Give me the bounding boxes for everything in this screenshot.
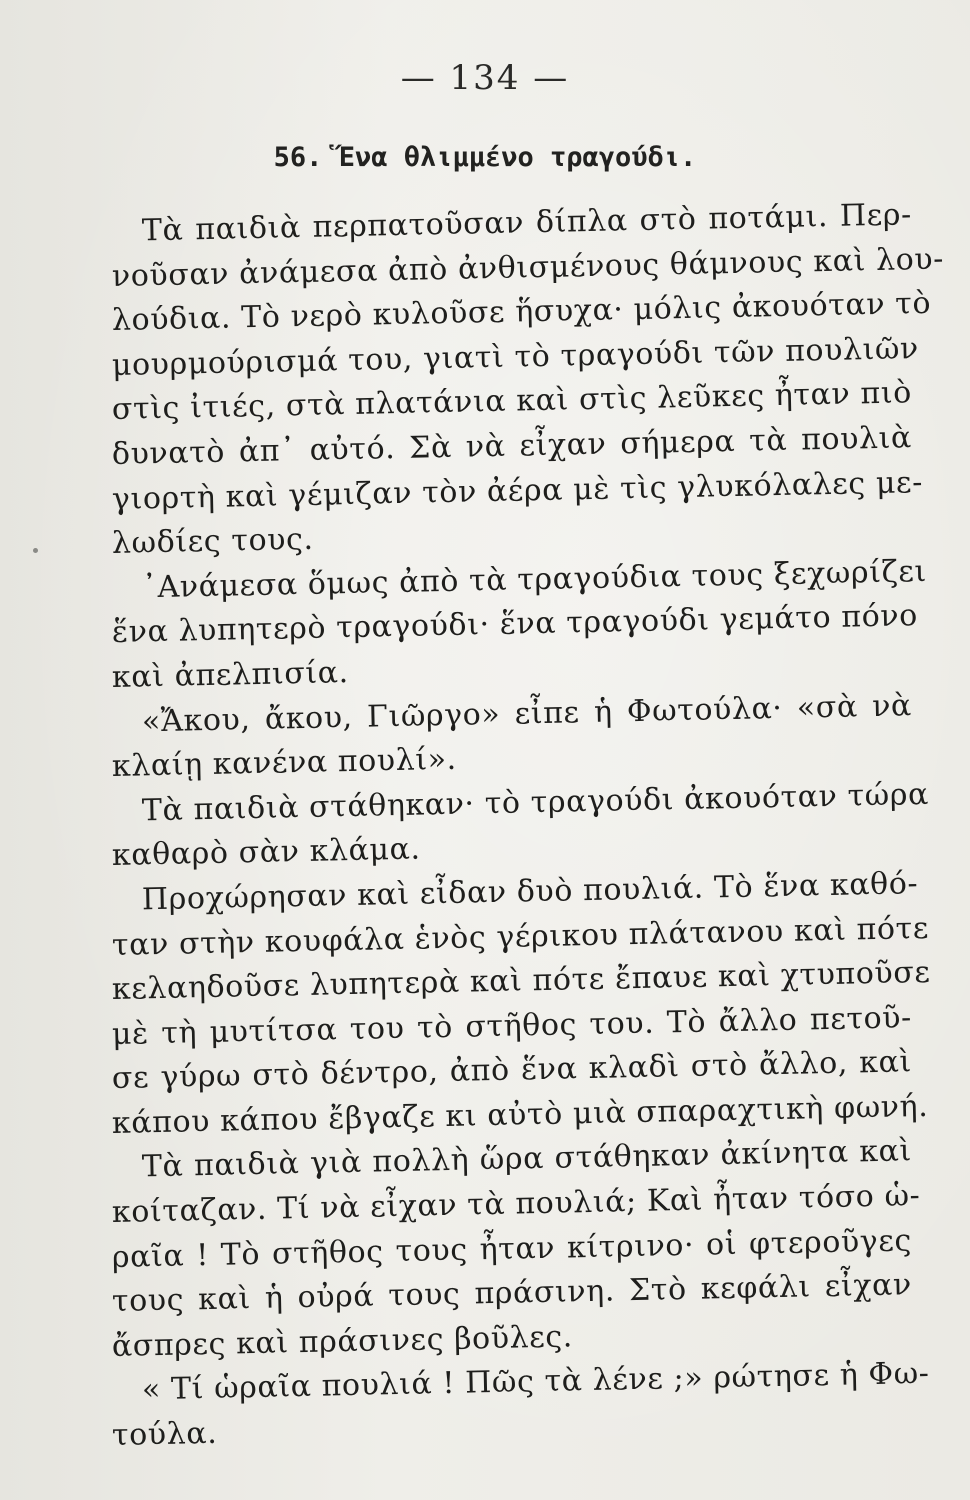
text-line: καθαρὸ σὰν κλάμα. (111, 831, 421, 874)
text-line: μὲ τὴ μυτίτσα του τὸ στῆθος του. Τὸ ἄλλο πετοῦ- (111, 999, 913, 1052)
body-text (111, 197, 945, 1459)
chapter-title: 56. Ἕνα θλιμμένο τραγούδι. (273, 142, 697, 173)
page-number: — 134 — (400, 58, 570, 98)
text-line: μουρμούρισμά του, γιατὶ τὸ τραγούδι τῶν πουλιῶν (111, 330, 920, 383)
text-line: δυνατὸ ἀπ᾽ αὐτό. Σὰ νὰ εἶχαν σήμερα τὰ πουλιὰ (111, 420, 913, 472)
text-line: Τὰ παιδιὰ γιὰ πολλὴ ὥρα στάθηκαν ἀκίνητα καὶ (141, 1133, 913, 1185)
text-line: στὶς ἰτιές, στὰ πλατάνια καὶ στὶς λεῦκες ἦταν πιὸ (111, 375, 913, 428)
text-line: ραῖα ! Τὸ στῆθος τους ἦταν κίτρινο· οἱ φτεροῦγες (111, 1222, 913, 1275)
text-line: Προχώρησαν καὶ εἶδαν δυὸ πουλιά. Τὸ ἕνα καθό- (141, 866, 919, 918)
text-line: γιορτὴ καὶ γέμιζαν τὸν ἀέρα μὲ τὶς γλυκόλαλες με- (111, 464, 924, 517)
text-line: τούλα. (111, 1415, 218, 1454)
text-line: ᾿Ανάμεσα ὅμως ἀπὸ τὰ τραγούδια τους ξεχωρίζει (141, 553, 928, 606)
text-line: ἄσπρες καὶ πράσινες βοῦλες. (111, 1319, 574, 1364)
text-line: σε γύρω στὸ δέντρο, ἀπὸ ἕνα κλαδὶ στὸ ἄλλο, καὶ (111, 1044, 913, 1097)
text-line: λούδια. Τὸ νερὸ κυλοῦσε ἥσυχα· μόλις ἀκουόταν τὸ (111, 286, 932, 339)
text-line: Τὰ παιδιὰ περπατοῦσαν δίπλα στὸ ποτάμι. Περ- (141, 197, 913, 249)
text-line: καὶ ἀπελπισία. (111, 654, 350, 695)
margin-speck (33, 548, 38, 553)
text-line: κοίταζαν. Τί νὰ εἶχαν τὰ πουλιά; Καὶ ἦταν τόσο ὡ- (111, 1178, 921, 1231)
text-line: κάπου κάπου ἔβγαζε κι αὐτὸ μιὰ σπαραχτικὴ φωνή. (111, 1088, 929, 1141)
text-line: « Τί ὡραῖα πουλιά ! Πῶς τὰ λένε ;» ρώτησε ἡ Φω- (141, 1356, 930, 1408)
text-line: τους καὶ ἡ οὐρά τους πράσινη. Στὸ κεφάλι εἶχαν (111, 1267, 913, 1320)
text-line: ταν στὴν κουφάλα ἑνὸς γέρικου πλάτανου καὶ πότε (111, 910, 930, 963)
text-line: λωδίες τους. (111, 521, 314, 562)
text-line: κλαίῃ κανένα πουλί». (111, 741, 458, 785)
text-line: Τὰ παιδιὰ στάθηκαν· τὸ τραγούδι ἀκουόταν τώρα (141, 776, 930, 829)
text-line: νοῦσαν ἀνάμεσα ἀπὸ ἀνθισμένους θάμνους καὶ λου- (111, 241, 945, 294)
text-line: «Ἄκου, ἄκου, Γιῶργο» εἶπε ἡ Φωτούλα· «σὰ νὰ (141, 687, 913, 739)
text-line: ἕνα λυπητερὸ τραγούδι· ἕνα τραγούδι γεμάτο πόνο (111, 598, 919, 651)
text-line: κελαηδοῦσε λυπητερὰ καὶ πότε ἔπαυε καὶ χτυποῦσε (111, 954, 931, 1008)
